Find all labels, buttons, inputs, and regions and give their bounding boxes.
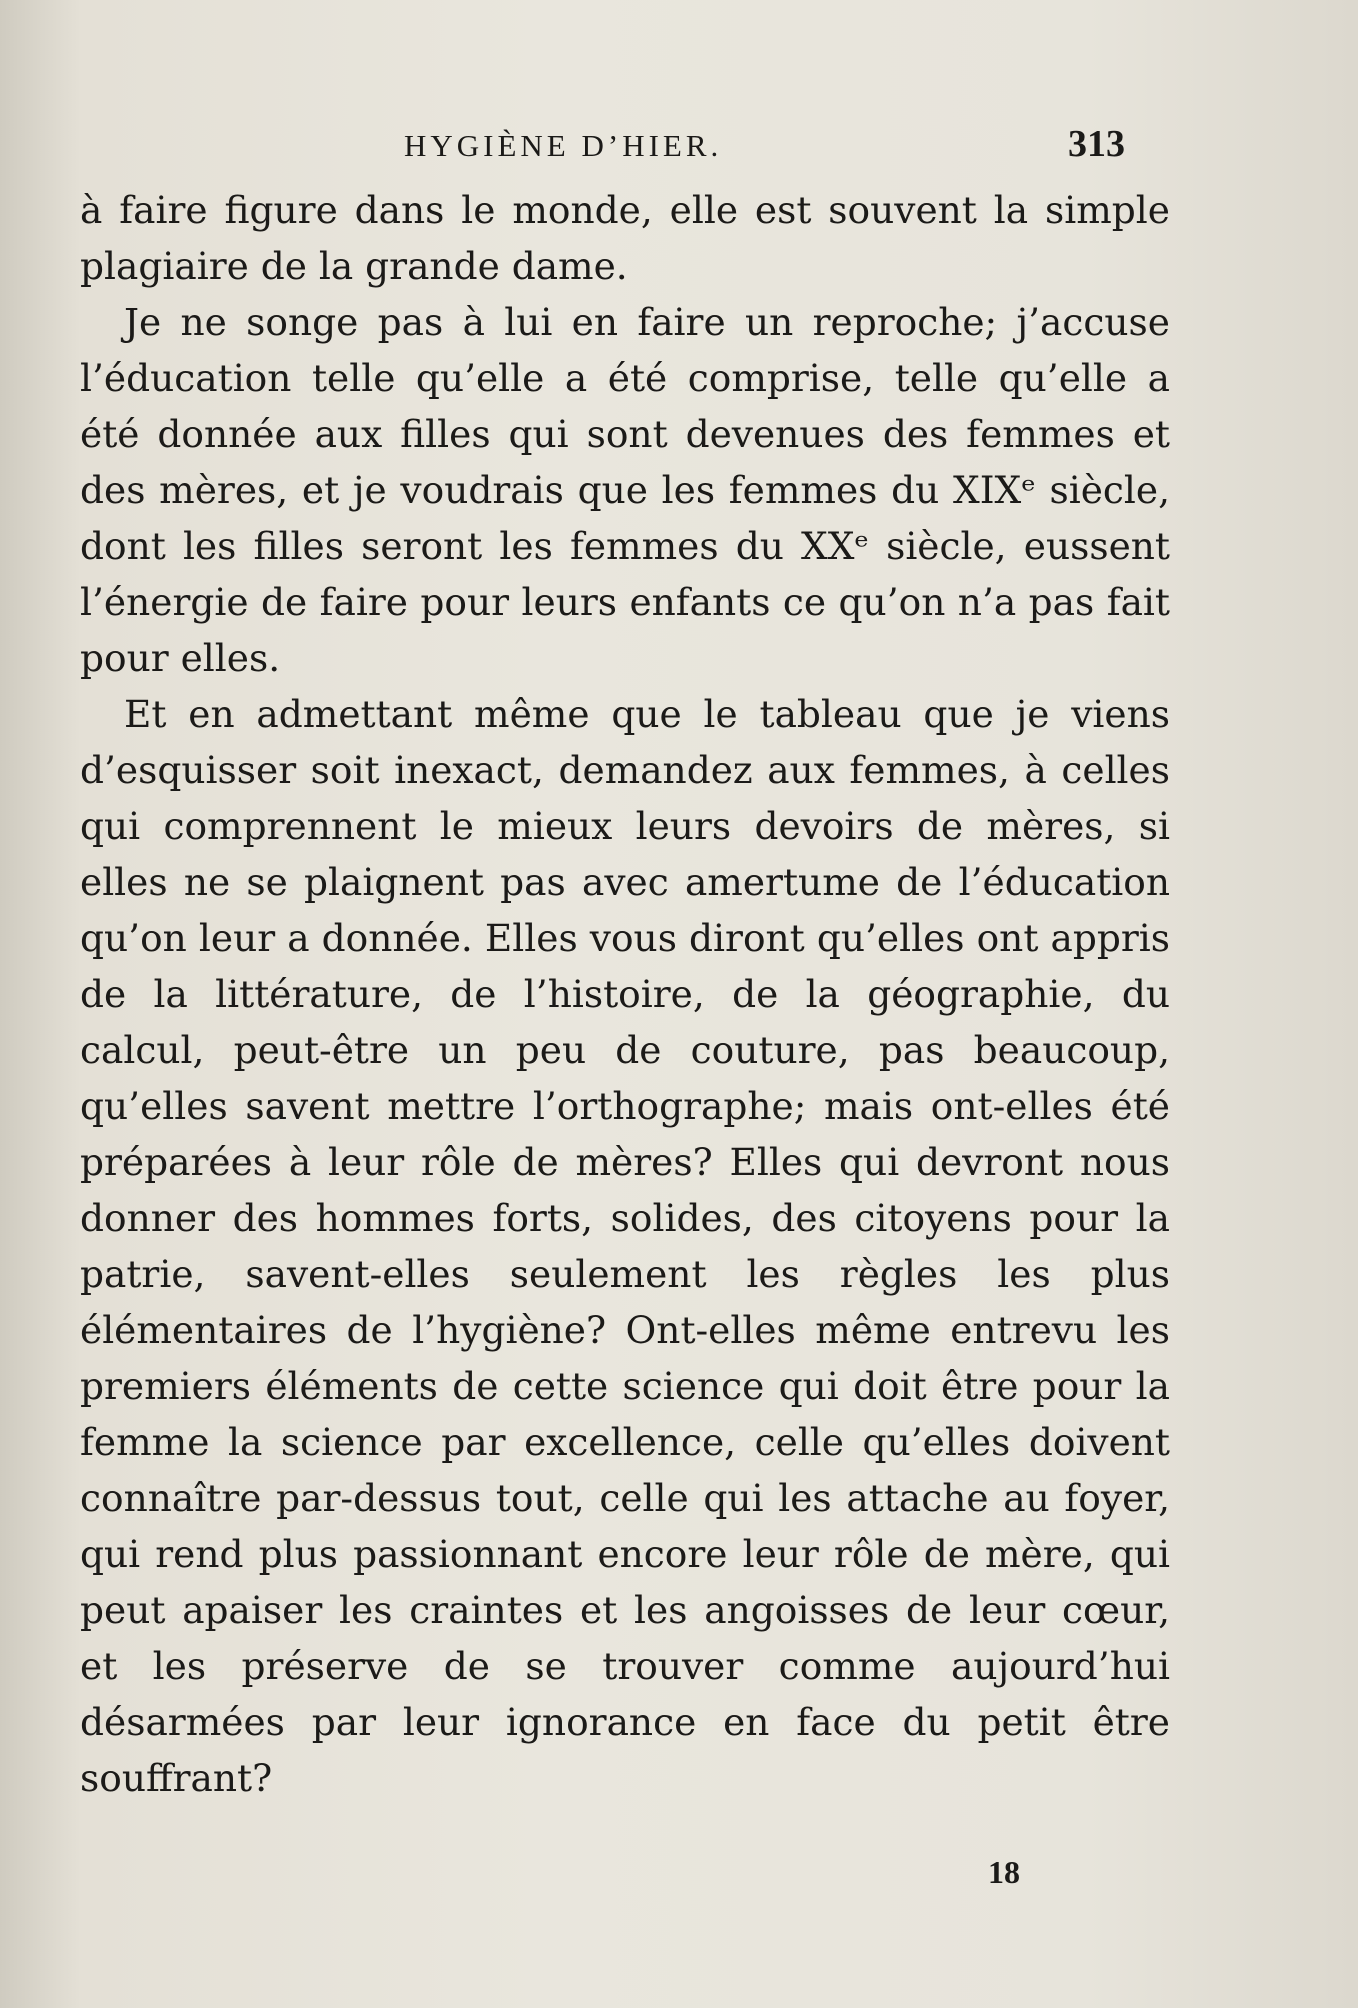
signature-mark: 18 bbox=[988, 1854, 1020, 1890]
paragraph: Je ne songe pas à lui en faire un reproche; j’accuse l’éducation telle qu’elle a été comprise, telle qu’elle a été donnée aux filles qui sont devenues des femmes et des mères, et je voudrais que les femmes du XIXᵉ siècle, dont les filles seront les femmes du XXᵉ siècle, eussent l’énergie de faire pour leurs enfants ce qu’on n’a pas fait pour elles. bbox=[80, 300, 1170, 680]
running-title: HYGIÈNE D’HIER. bbox=[404, 128, 723, 163]
page-number: 313 bbox=[1068, 123, 1125, 165]
paragraph-continuation: à faire figure dans le monde, elle est souvent la simple plagiaire de la grande dame. bbox=[80, 188, 1170, 288]
running-head bbox=[0, 123, 1358, 168]
body-text bbox=[80, 182, 1170, 1806]
paragraph: Et en admettant même que le tableau que je viens d’esquisser soit inexact, demandez aux femmes, à celles qui comprennent le mieux leurs devoirs de mères, si elles ne se plaignent pas avec amertume de l’éducation qu’on leur a donnée. Elles vous diront qu’elles ont appris de la littérature, de l’histoire, de la géographie, du calcul, peut-être un peu de couture, pas beaucoup, qu’elles savent mettre l’orthographe; mais ont-elles été préparées à leur rôle de mères? Elles qui devront nous donner des hommes forts, solides, des citoyens pour la patrie, savent-elles seulement les règles les plus élémentaires de l’hygiène? Ont-elles même entrevu les premiers éléments de cette science qui doit être pour la femme la science par excellence, celle qu’elles doivent connaître par-dessus tout, celle qui les attache au foyer, qui rend plus passionnant encore leur rôle de mère, qui peut apaiser les craintes et les angoisses de leur cœur, et les préserve de se trouver comme aujourd’hui désarmées par leur ignorance en face du petit être souffrant? bbox=[80, 692, 1170, 1800]
